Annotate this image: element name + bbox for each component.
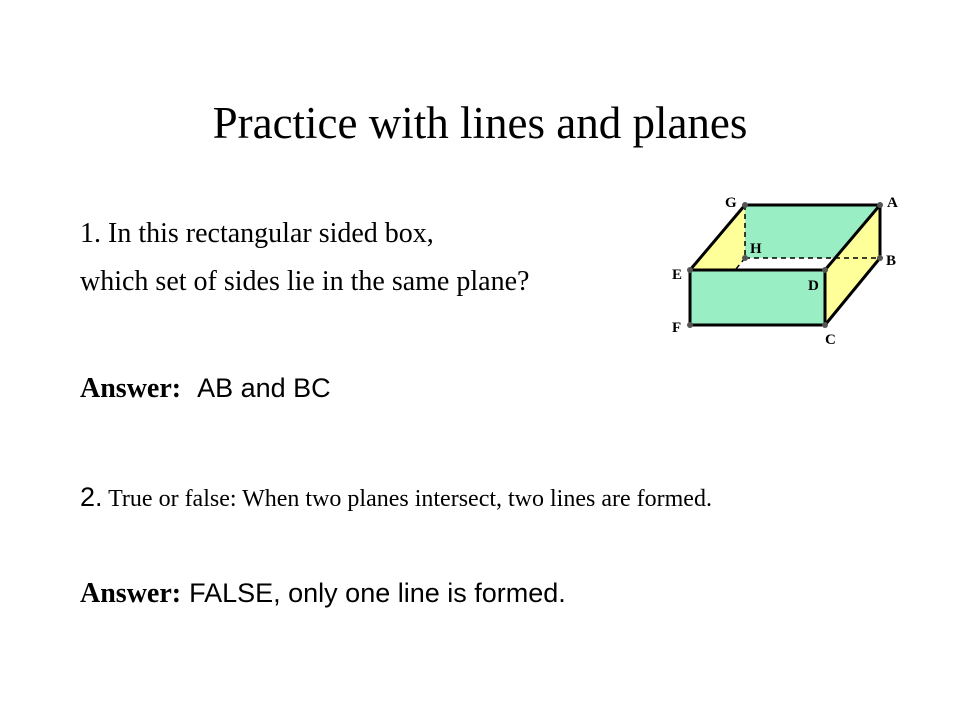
slide-title: Practice with lines and planes (212, 98, 748, 148)
answer-1-label: Answer: (80, 373, 182, 404)
label-d: D (808, 278, 819, 294)
label-b: B (886, 253, 897, 269)
front-face (690, 270, 825, 325)
label-e: E (672, 267, 683, 283)
answer-2-label: Answer: (80, 578, 182, 609)
question-1-line-2: which set of sides lie in the same plane? (80, 266, 530, 297)
answer-2-value: FALSE, only one line is formed. (189, 578, 566, 608)
label-f: F (672, 320, 682, 336)
vertex-a (877, 202, 883, 208)
label-c: C (825, 332, 836, 348)
label-h: H (750, 241, 762, 257)
question-2-number: 2. (80, 482, 103, 512)
answer-1-value: AB and BC (197, 373, 331, 403)
vertex-c (822, 322, 828, 328)
vertex-e (687, 267, 693, 273)
vertex-d (822, 267, 828, 273)
question-1-line-1: 1. In this rectangular sided box, (80, 218, 434, 249)
label-g: G (725, 195, 737, 211)
vertex-g (742, 202, 748, 208)
vertex-b (877, 255, 883, 261)
question-2-text: True or false: When two planes intersect, two lines are formed. (108, 486, 712, 512)
vertex-h (742, 255, 748, 261)
vertex-f (687, 322, 693, 328)
label-a: A (887, 195, 898, 211)
